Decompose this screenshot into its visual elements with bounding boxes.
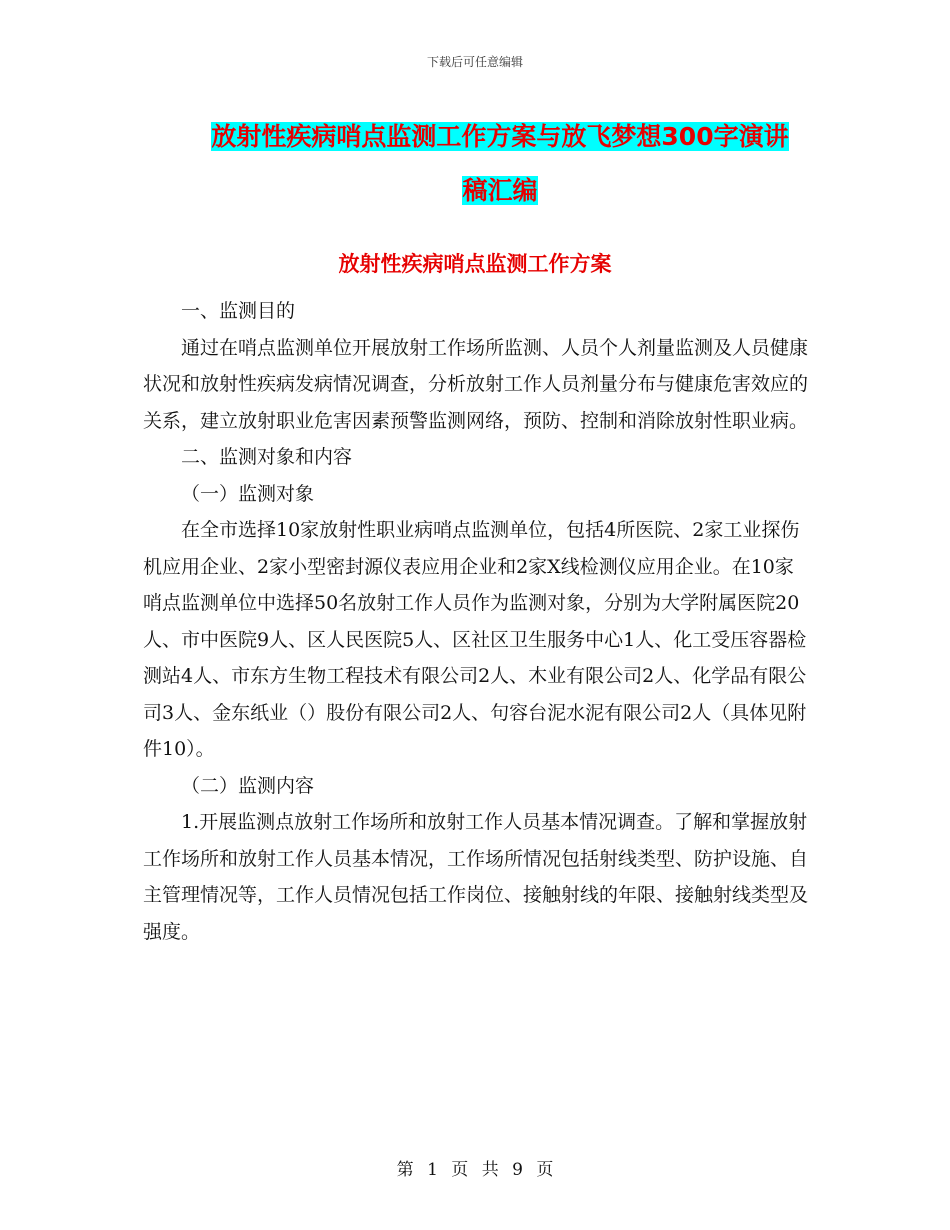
section-title: 放射性疾病哨点监测工作方案 bbox=[338, 252, 612, 276]
page-footer: 第 1 页 共 9 页 bbox=[396, 1160, 554, 1180]
title-line-2: 稿汇编 bbox=[462, 176, 538, 205]
document-title bbox=[150, 110, 850, 218]
paragraph-purpose: 通过在哨点监测单位开展放射工作场所监测、人员个人剂量监测及人员健康状况和放射性疾病发病情况调查，分析放射工作人员剂量分布与健康危害效应的关系，建立放射职业危害因素预警监测网络，预防、控制和消除放射性职业病。 bbox=[143, 336, 809, 432]
header-note: 下载后可任意编辑 bbox=[426, 55, 523, 69]
paragraph-content: 1.开展监测点放射工作场所和放射工作人员基本情况调查。了解和掌握放射工作场所和放射工作人员基本情况，工作场所情况包括射线类型、防护设施、自主管理情况等，工作人员情况包括工作岗位、接触射线的年限、接触射线类型及强度。 bbox=[143, 811, 809, 943]
heading-objects-content: 二、监测对象和内容 bbox=[181, 446, 353, 468]
subheading-objects: （一）监测对象 bbox=[181, 482, 315, 505]
heading-purpose: 一、监测目的 bbox=[181, 300, 296, 322]
title-line-1: 放射性疾病哨点监测工作方案与放飞梦想300字演讲 bbox=[211, 122, 789, 151]
document-body bbox=[143, 293, 808, 950]
subheading-content: （二）监测内容 bbox=[181, 774, 315, 797]
paragraph-objects: 在全市选择10家放射性职业病哨点监测单位，包括4所医院、2家工业探伤机应用企业、2家小型密封源仪表应用企业和2家X线检测仪应用企业。在10家哨点监测单位中选择50名放射工作人员作为监测对象，分别为大学附属医院20人、市中医院9人、区人民医院5人、区社区卫生服务中心1人、化工受压容器检测站4人、市东方生物工程技术有限公司2人、木业有限公司2人、化学品有限公司3人、金东纸业（）股份有限公司2人、句容台泥水泥有限公司2人（具体见附件10）。 bbox=[143, 519, 807, 760]
